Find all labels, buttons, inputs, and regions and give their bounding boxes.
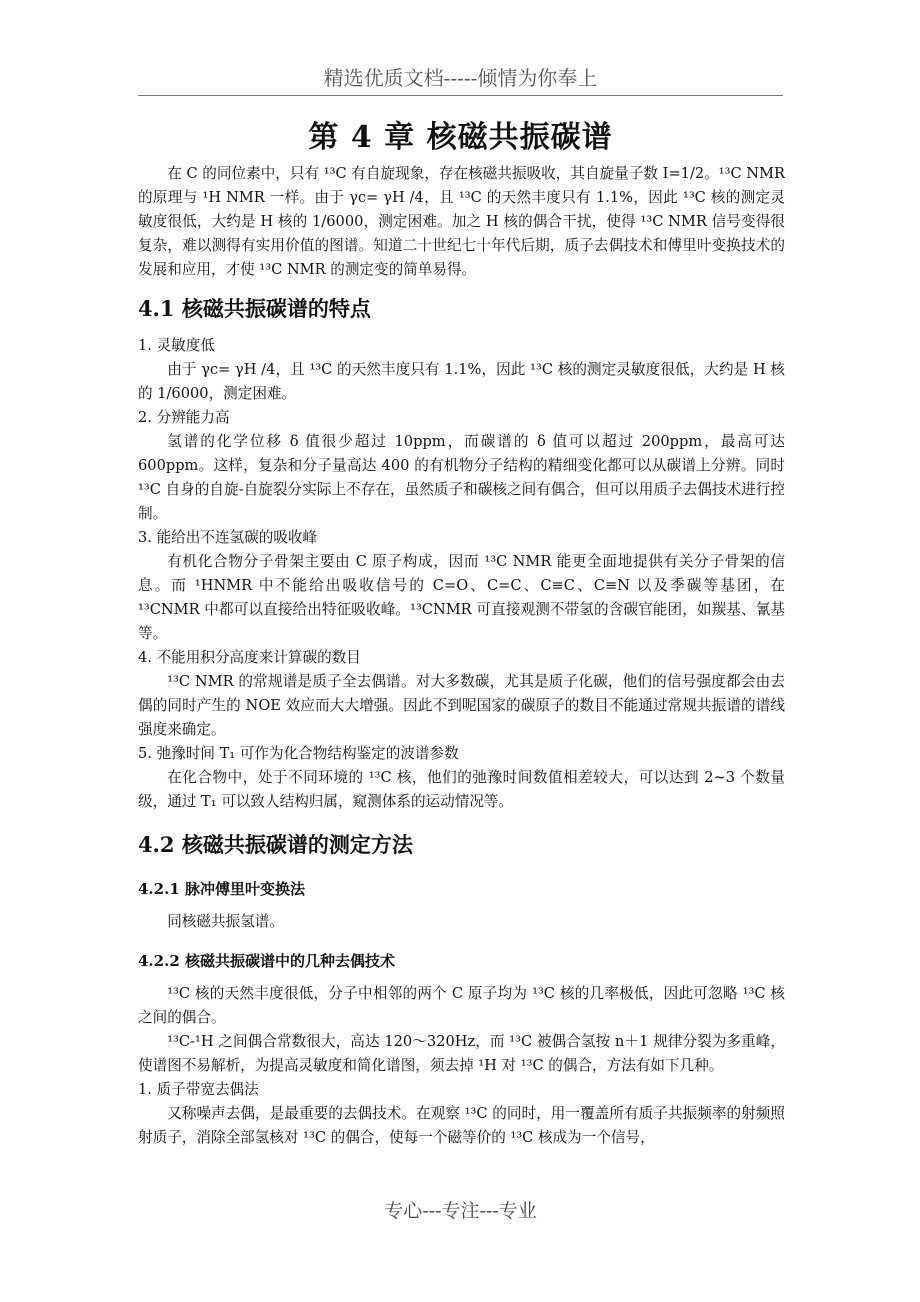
list-item-label: 1. 灵敏度低 bbox=[138, 337, 215, 354]
list-item-text: 有机化合物分子骨架主要由 C 原子构成，因而 ¹³C NMR 能更全面地提供有关分子骨架的信息。而 ¹HNMR 中不能给出吸收信号的 C=O、C=C、C≡C、C≡N 以及季碳等基团，在 ¹³CNMR 中都可以直接给出特征吸收峰。¹³CNMR 可直接观测不带氢的含碳官能团，如羰基、氰基等。 bbox=[138, 553, 785, 642]
chapter-title: 第 4 章 核磁共振碳谱 bbox=[308, 120, 613, 155]
list-item-text: 由于 γc= γH /4，且 ¹³C 的天然丰度只有 1.1%，因此 ¹³C 核的测定灵敏度很低，大约是 H 核的 1/6000，测定困难。 bbox=[138, 361, 785, 402]
document-body bbox=[138, 162, 785, 1150]
page-header: 精选优质文档-----倾情为你奉上 bbox=[323, 66, 598, 90]
subsection-text: 同核磁共振氢谱。 bbox=[167, 913, 284, 930]
list-item-label: 3. 能给出不连氢碳的吸收峰 bbox=[138, 529, 318, 546]
page-footer: 专心---专注---专业 bbox=[384, 1200, 537, 1222]
list-item-text: 在化合物中，处于不同环境的 ¹³C 核，他们的弛豫时间数值相差较大，可以达到 2~3 个数量级，通过 T₁ 可以致人结构归属，窥测体系的运动情况等。 bbox=[138, 769, 785, 810]
list-item-label: 4. 不能用积分高度来计算碳的数目 bbox=[138, 649, 361, 666]
intro-paragraph: 在 C 的同位素中，只有 ¹³C 有自旋现象，存在核磁共振吸收，其自旋量子数 I=1/2。¹³C NMR 的原理与 ¹H NMR 一样。由于 γc= γH /4，且 ¹³C 的天然丰度只有 1.1%，因此 ¹³C 核的测定灵敏度很低，大约是 H 核的 1/6000，测定困难。加之 H 核的偶合干扰，使得 ¹³C NMR 信号变得很复杂，难以测得有实用价值的图谱。知道二十世纪七十年代后期，质子去偶技术和傅里叶变换技术的发展和应用，才使 ¹³C NMR 的测定变的简单易得。 bbox=[138, 165, 785, 278]
header-rule bbox=[138, 95, 783, 96]
list-item-text: ¹³C NMR 的常规谱是质子全去偶谱。对大多数碳，尤其是质子化碳，他们的信号强度都会由去偶的同时产生的 NOE 效应而大大增强。因此不到呢国家的碳原子的数目不能通过常规共振谱的谱线强度来确定。 bbox=[138, 673, 785, 738]
list-item-text: 又称噪声去偶，是最重要的去偶技术。在观察 ¹³C 的同时，用一覆盖所有质子共振频率的射频照射质子，消除全部氢核对 ¹³C 的偶合，使每一个磁等价的 ¹³C 核成为一个信号， bbox=[138, 1105, 785, 1146]
paragraph: ¹³C 核的天然丰度很低，分子中相邻的两个 C 原子均为 ¹³C 核的几率极低，因此可忽略 ¹³C 核之间的偶合。 bbox=[138, 985, 785, 1026]
list-item-label: 2. 分辨能力高 bbox=[138, 409, 230, 426]
subsection-heading-4-2-2: 4.2.2 核磁共振碳谱中的几种去偶技术 bbox=[138, 952, 395, 970]
list-item-label: 5. 弛豫时间 T₁ 可作为化合物结构鉴定的波谱参数 bbox=[138, 745, 459, 762]
section-heading-4-1: 4.1 核磁共振碳谱的特点 bbox=[138, 296, 371, 321]
section-heading-4-2: 4.2 核磁共振碳谱的测定方法 bbox=[138, 832, 413, 857]
list-item-text: 氢谱的化学位移 δ 值很少超过 10ppm，而碳谱的 δ 值可以超过 200ppm，最高可达 600ppm。这样，复杂和分子量高达 400 的有机物分子结构的精细变化都可以从碳谱上分辨。同时 ¹³C 自身的自旋-自旋裂分实际上不存在，虽然质子和碳核之间有偶合，但可以用质子去偶技术进行控制。 bbox=[138, 433, 785, 522]
list-item-label: 1. 质子带宽去偶法 bbox=[138, 1081, 259, 1098]
subsection-heading-4-2-1: 4.2.1 脉冲傅里叶变换法 bbox=[138, 880, 305, 898]
paragraph: ¹³C-¹H 之间偶合常数很大，高达 120～320Hz，而 ¹³C 被偶合氢按 n＋1 规律分裂为多重峰，使谱图不易解析，为提高灵敏度和简化谱图，须去掉 ¹H 对 ¹³C 的偶合，方法有如下几种。 bbox=[138, 1033, 785, 1074]
